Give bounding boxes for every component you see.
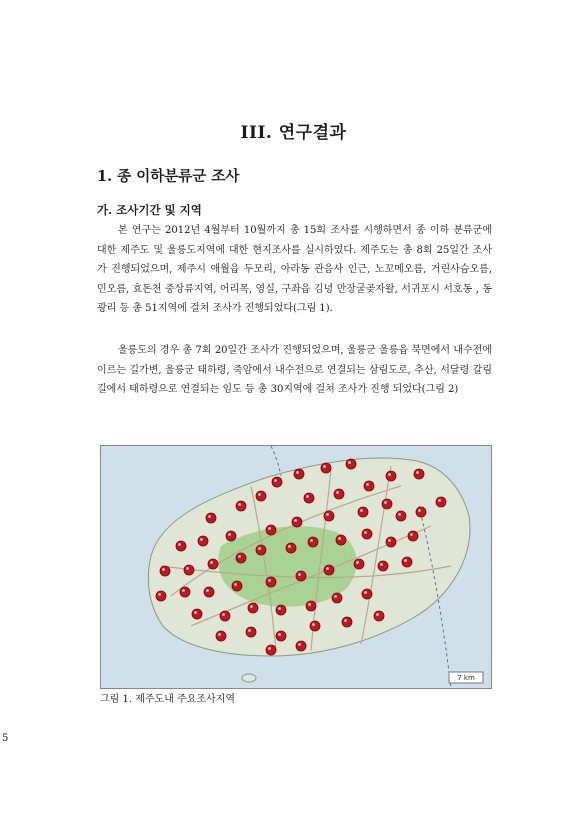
marker-highlight <box>416 471 419 474</box>
survey-point-marker <box>248 603 258 613</box>
survey-point-marker <box>286 543 296 553</box>
marker-highlight <box>388 473 391 476</box>
marker-highlight <box>348 461 351 464</box>
marker-highlight <box>258 547 261 550</box>
marker-highlight <box>298 643 301 646</box>
survey-point-marker <box>336 535 346 545</box>
marker-highlight <box>200 538 203 541</box>
marker-highlight <box>222 613 225 616</box>
survey-point-marker <box>386 471 396 481</box>
survey-point-marker <box>358 507 368 517</box>
marker-highlight <box>278 607 281 610</box>
survey-point-marker <box>256 545 266 555</box>
marker-highlight <box>438 499 441 502</box>
survey-point-marker <box>220 611 230 621</box>
marker-highlight <box>248 629 251 632</box>
marker-highlight <box>364 591 367 594</box>
marker-highlight <box>158 593 161 596</box>
marker-highlight <box>234 583 237 586</box>
map-graphic <box>101 446 491 688</box>
survey-point-marker <box>321 463 331 473</box>
marker-highlight <box>410 533 413 536</box>
marker-highlight <box>228 533 231 536</box>
jeju-survey-map <box>100 445 492 689</box>
marker-highlight <box>268 579 271 582</box>
marker-highlight <box>323 465 326 468</box>
marker-highlight <box>404 559 407 562</box>
marker-highlight <box>344 619 347 622</box>
marker-highlight <box>312 623 315 626</box>
survey-point-marker <box>208 559 218 569</box>
body-paragraph-2: 울릉도의 경우 총 7회 20일간 조사가 진행되었으며, 울릉군 울릉읍 북면에서 내수전에 이르는 길가변, 울릉군 태하령, 죽암에서 내수전으로 연결되는 삼림도로, 추산, 서달령 갈림길에서 태하령으로 연결되는 임도 등 총 30지역에 걸쳐 조사가 진행 되었다(그림 2) <box>97 345 492 395</box>
scale-label: 7 km <box>457 674 475 682</box>
marker-highlight <box>418 509 421 512</box>
survey-point-marker <box>304 493 314 503</box>
survey-point-marker <box>408 531 418 541</box>
marker-highlight <box>268 647 271 650</box>
survey-point-marker <box>416 507 426 517</box>
survey-point-marker <box>160 566 170 576</box>
survey-point-marker <box>362 589 372 599</box>
survey-point-marker <box>436 497 446 507</box>
survey-point-marker <box>198 536 208 546</box>
marker-highlight <box>268 527 271 530</box>
survey-point-marker <box>236 553 246 563</box>
survey-point-marker <box>310 621 320 631</box>
marker-highlight <box>238 555 241 558</box>
survey-point-marker <box>276 605 286 615</box>
survey-point-marker <box>396 511 406 521</box>
chapter-title: III. 연구결과 <box>240 123 347 143</box>
survey-point-marker <box>206 513 216 523</box>
marker-highlight <box>334 595 337 598</box>
survey-point-marker <box>386 537 396 547</box>
survey-point-marker <box>334 489 344 499</box>
survey-point-marker <box>332 593 342 603</box>
marker-highlight <box>206 589 209 592</box>
marker-highlight <box>376 613 379 616</box>
marker-highlight <box>356 561 359 564</box>
survey-point-marker <box>378 561 388 571</box>
survey-point-marker <box>346 459 356 469</box>
marker-highlight <box>288 545 291 548</box>
subsection-title: 가. 조사기간 및 지역 <box>97 203 202 217</box>
marker-highlight <box>360 509 363 512</box>
survey-point-marker <box>324 511 334 521</box>
body-paragraph-1: 본 연구는 2012년 4월부터 10월까지 총 15회 조사를 시행하면서 종 이하 분류군에 대한 제주도 및 울릉도지역에 대한 현지조사를 실시하였다. 제주도는 총 8회 25일간 조사가 진행되었으며, 제주시 애월읍 두모리, 아라동 관음사 인근, 노꼬메오름, 거린사슴오름, 민오름, 효돈천 중상류지역, 어리목, 영실, 구좌읍 김녕 만장굴곶자왈, 서귀포시 서호동 , 동광리 등 총 51지역에 걸쳐 조사가 진행되었다(그림 1). <box>97 225 492 314</box>
marker-highlight <box>336 491 339 494</box>
marker-highlight <box>326 567 329 570</box>
marker-highlight <box>298 573 301 576</box>
survey-point-marker <box>354 559 364 569</box>
survey-point-marker <box>204 587 214 597</box>
survey-point-marker <box>184 565 194 575</box>
marker-highlight <box>218 633 221 636</box>
marker-highlight <box>178 543 181 546</box>
survey-point-marker <box>156 591 166 601</box>
page-number: 5 <box>2 733 9 744</box>
marker-highlight <box>208 515 211 518</box>
figure-caption: 그림 1. 제주도내 주요조사지역 <box>100 694 235 705</box>
marker-highlight <box>380 563 383 566</box>
survey-point-marker <box>216 631 226 641</box>
survey-point-marker <box>292 517 302 527</box>
marker-highlight <box>210 561 213 564</box>
survey-point-marker <box>266 525 276 535</box>
marker-highlight <box>238 503 241 506</box>
survey-point-marker <box>414 469 424 479</box>
survey-point-marker <box>374 611 384 621</box>
marker-highlight <box>338 537 341 540</box>
survey-point-marker <box>180 587 190 597</box>
survey-point-marker <box>296 571 306 581</box>
survey-point-marker <box>308 537 318 547</box>
marker-highlight <box>384 501 387 504</box>
marker-highlight <box>366 483 369 486</box>
marker-highlight <box>258 493 261 496</box>
survey-point-marker <box>364 481 374 491</box>
survey-point-marker <box>246 627 256 637</box>
marker-highlight <box>398 513 401 516</box>
marker-highlight <box>308 603 311 606</box>
marker-highlight <box>310 539 313 542</box>
marker-highlight <box>294 519 297 522</box>
marker-highlight <box>326 513 329 516</box>
survey-point-marker <box>324 565 334 575</box>
survey-point-marker <box>192 609 202 619</box>
marker-highlight <box>274 479 277 482</box>
survey-point-marker <box>176 541 186 551</box>
survey-point-marker <box>266 577 276 587</box>
marker-highlight <box>182 589 185 592</box>
survey-point-marker <box>306 601 316 611</box>
survey-point-marker <box>296 641 306 651</box>
survey-point-marker <box>256 491 266 501</box>
survey-point-marker <box>226 531 236 541</box>
survey-point-marker <box>294 469 304 479</box>
marker-highlight <box>364 531 367 534</box>
survey-point-marker <box>276 631 286 641</box>
section-title: 1. 종 이하분류군 조사 <box>97 168 240 185</box>
marker-highlight <box>194 611 197 614</box>
marker-highlight <box>162 568 165 571</box>
marker-highlight <box>306 495 309 498</box>
marker-highlight <box>186 567 189 570</box>
survey-point-marker <box>232 581 242 591</box>
marker-highlight <box>250 605 253 608</box>
marker-highlight <box>388 539 391 542</box>
survey-point-marker <box>342 617 352 627</box>
survey-point-marker <box>402 557 412 567</box>
survey-point-marker <box>272 477 282 487</box>
survey-point-marker <box>236 501 246 511</box>
survey-point-marker <box>266 645 276 655</box>
survey-point-marker <box>382 499 392 509</box>
survey-point-marker <box>362 529 372 539</box>
marker-highlight <box>296 471 299 474</box>
marker-highlight <box>278 633 281 636</box>
